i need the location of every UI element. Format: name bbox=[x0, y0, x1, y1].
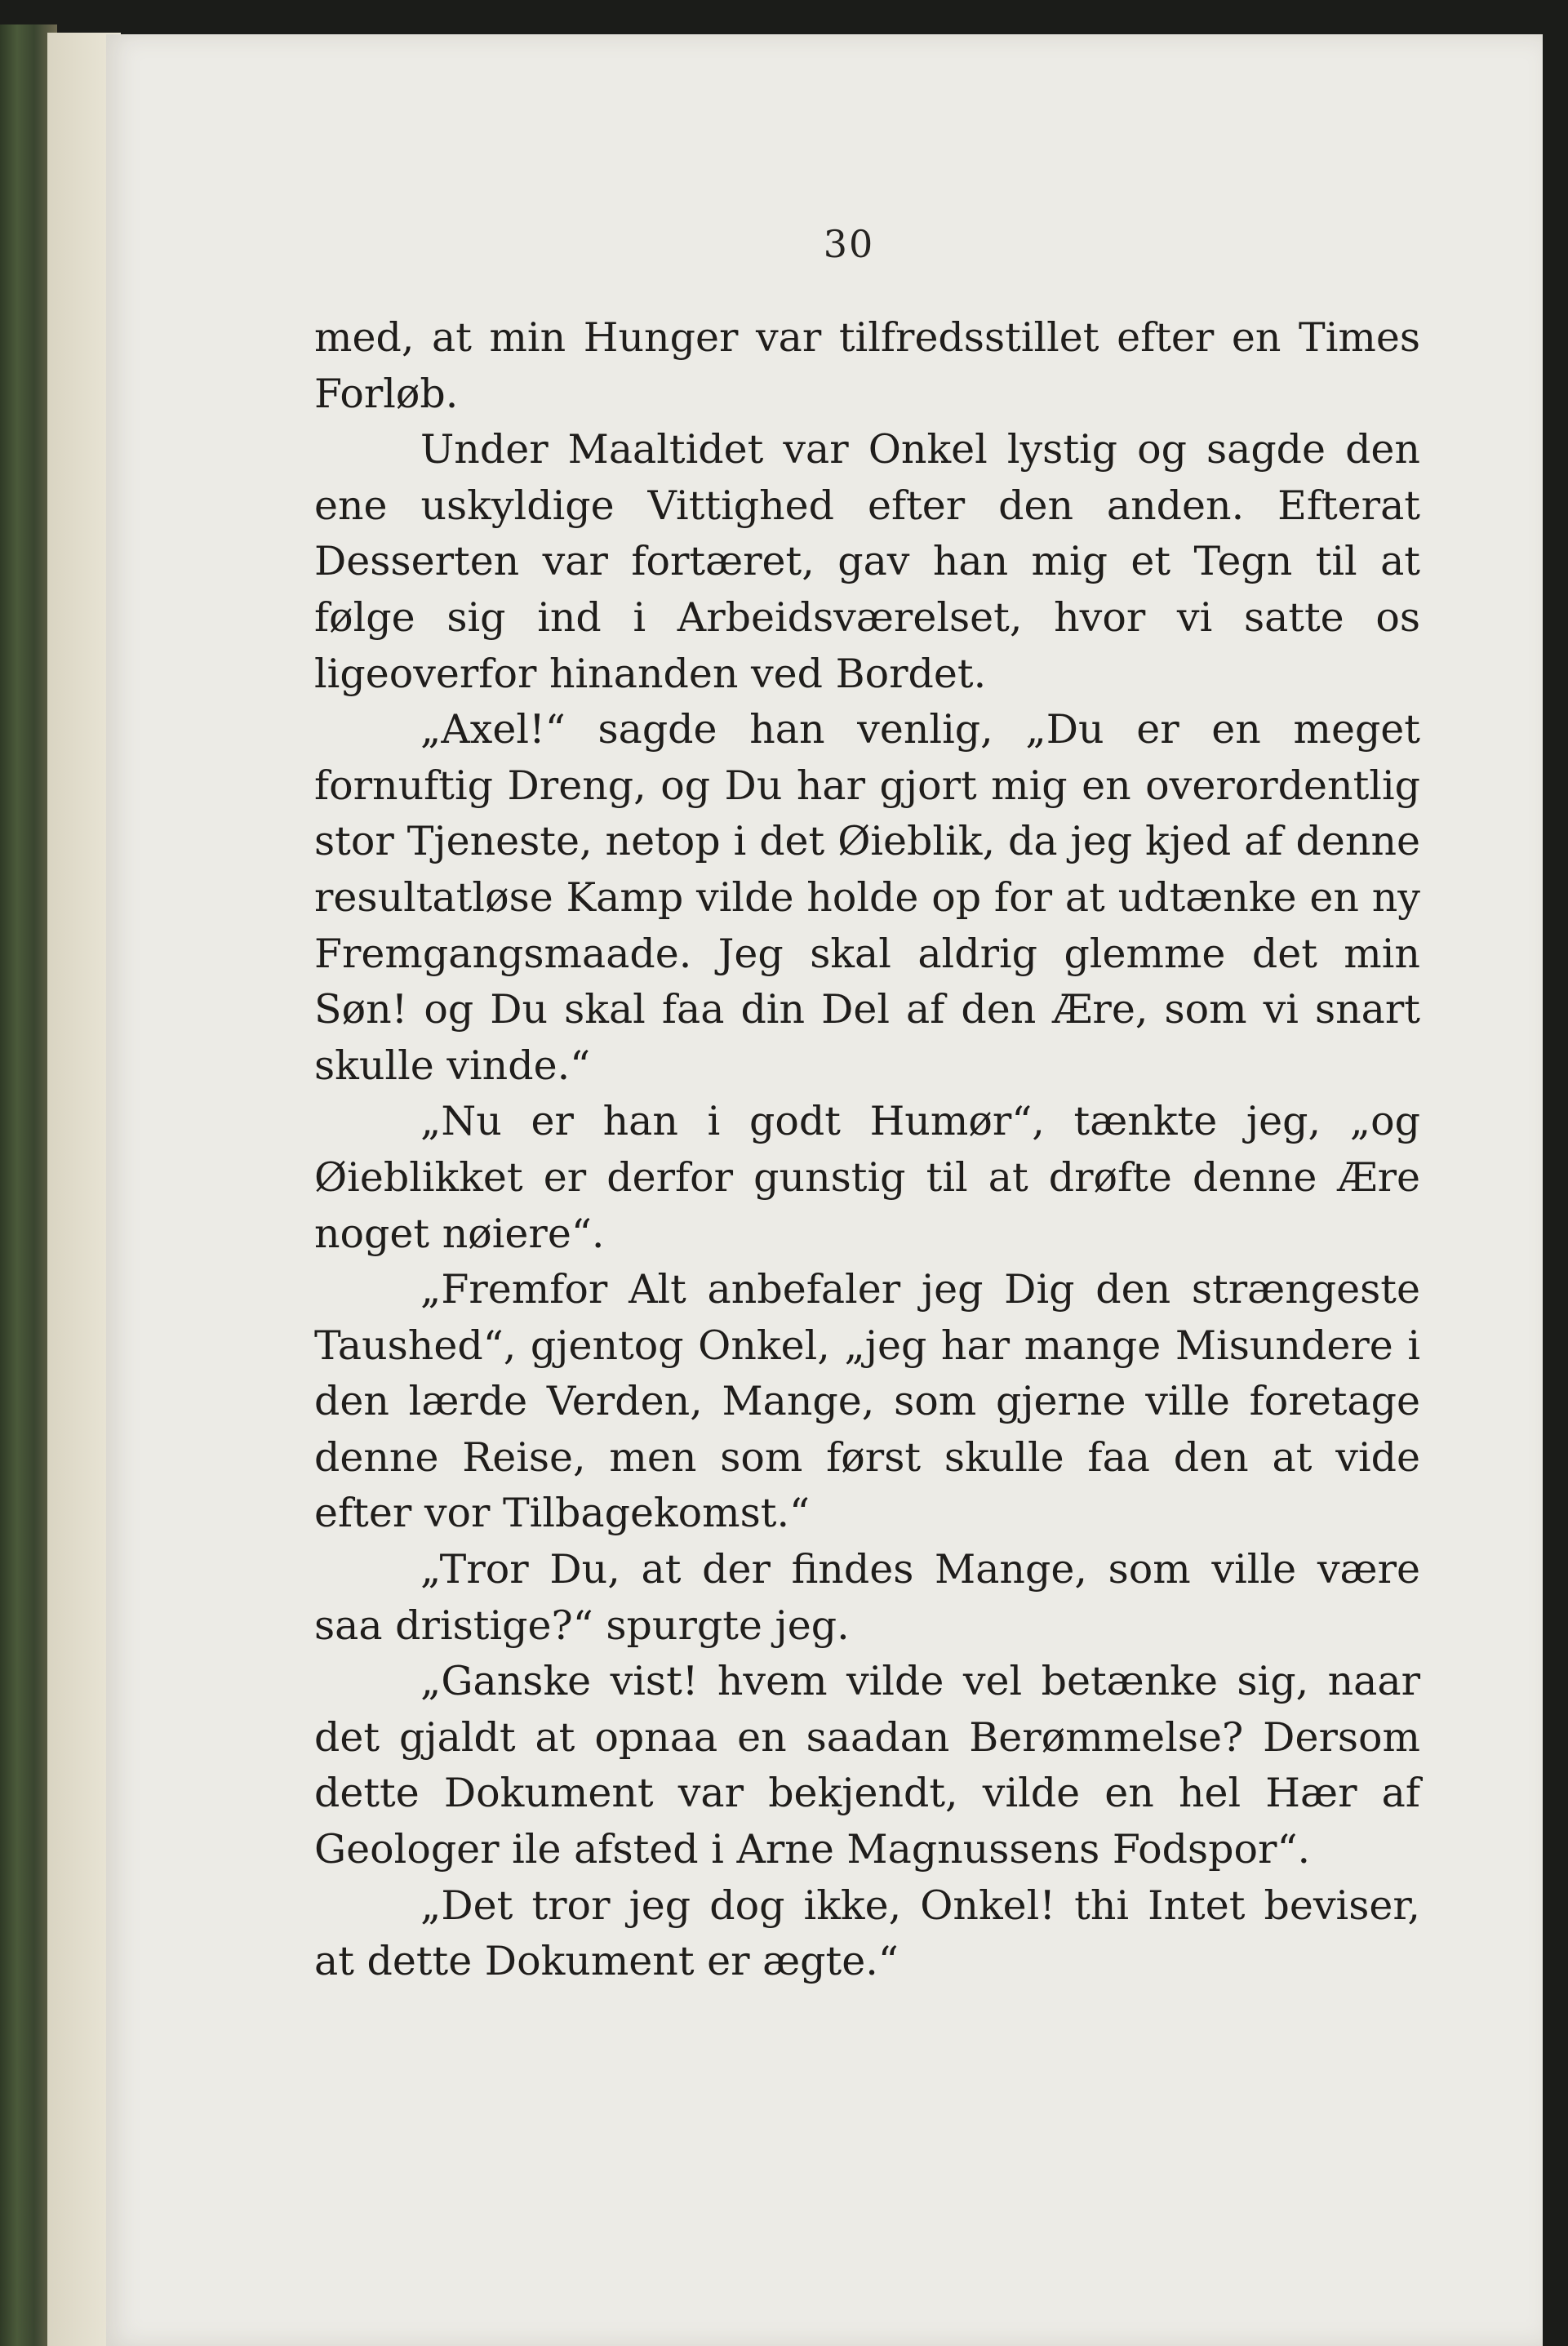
page-number-text: 30 bbox=[823, 222, 875, 266]
page-text bbox=[314, 310, 1420, 1990]
paragraph: „Nu er han i godt Humør“, tænkte jeg, „og Øieblikket er derfor gunstig til at drøfte denne Ære noget nøiere“. bbox=[314, 1098, 1420, 1257]
paragraph: med, at min Hunger var tilfredsstillet efter en Times Forløb. bbox=[314, 314, 1420, 417]
paragraph: „Det tror jeg dog ikke, Onkel! thi Intet beviser, at dette Dokument er ægte.“ bbox=[314, 1882, 1420, 1985]
page-number bbox=[106, 222, 1543, 266]
paragraph: „Ganske vist! hvem vilde vel betænke sig, naar det gjaldt at opnaa en saadan Berømmelse? Dersom dette Dokument var bekjendt, vilde en hel Hær af Geologer ile afsted i Arne Magnussens Fodspor“. bbox=[314, 1658, 1420, 1873]
paragraph: „Axel!“ sagde han venlig, „Du er en meget fornuftig Dreng, og Du har gjort mig en overordentlig stor Tjeneste, netop i det Øieblik, da jeg kjed af denne resultatløse Kamp vilde holde op for at udtænke en ny Fremgangsmaade. Jeg skal aldrig glemme det min Søn! og Du skal faa din Del af den Ære, som vi snart skulle vinde.“ bbox=[314, 706, 1420, 1089]
paragraph: „Fremfor Alt anbefaler jeg Dig den strængeste Taushed“, gjentog Onkel, „jeg har mange Misundere i den lærde Verden, Mange, som gjerne ville foretage denne Reise, men som først skulle faa den at vide efter vor Tilbagekomst.“ bbox=[314, 1266, 1420, 1537]
paragraph: „Tror Du, at der findes Mange, som ville være saa dristige?“ spurgte jeg. bbox=[314, 1546, 1420, 1649]
paragraph: Under Maaltidet var Onkel lystig og sagde den ene uskyldige Vittighed efter den anden. Efterat Desserten var fortæret, gav han mig et Tegn til at følge sig ind i Arbeidsværelset, hvor vi satte os ligeoverfor hinanden ved Bordet. bbox=[314, 426, 1420, 697]
